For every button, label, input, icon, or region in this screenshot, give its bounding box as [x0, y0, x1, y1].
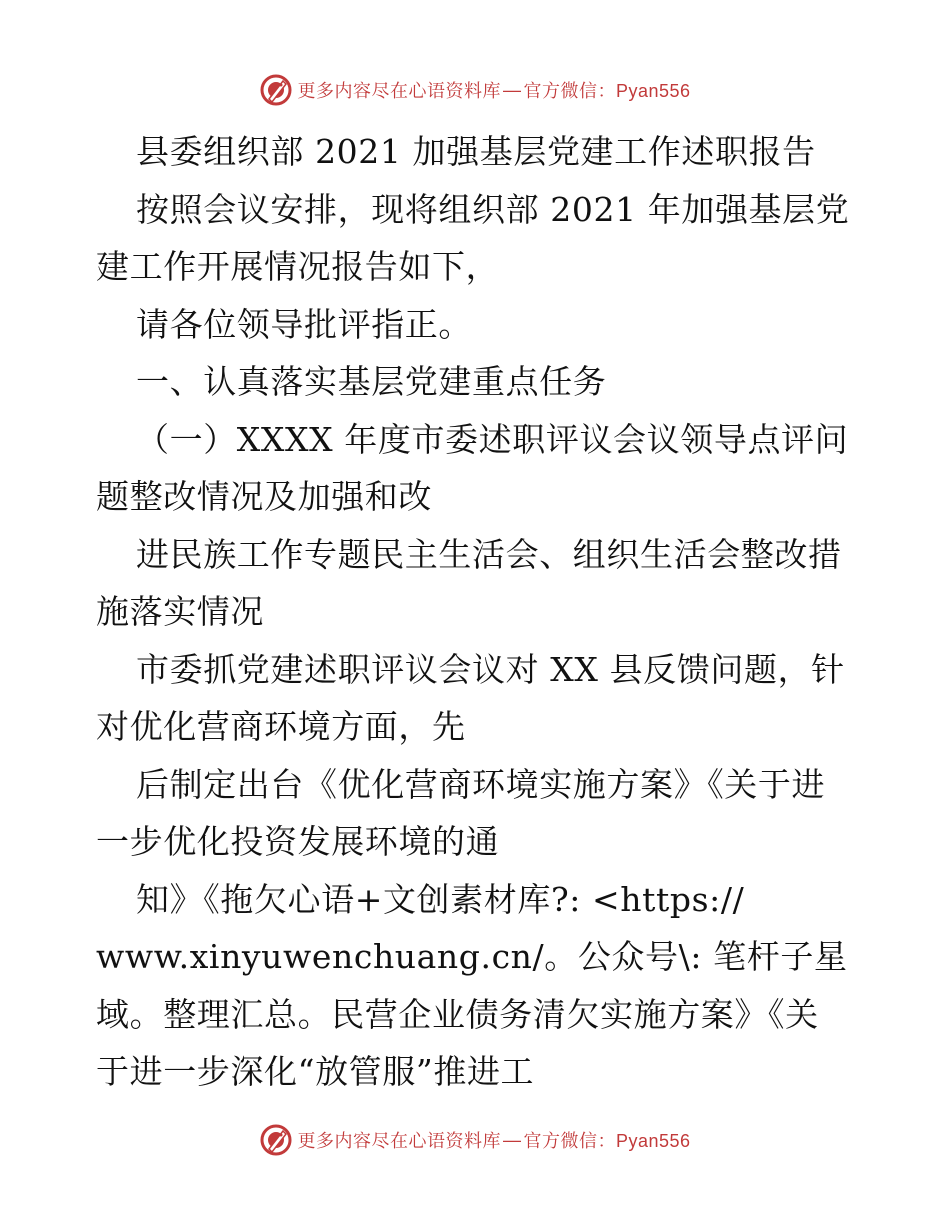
paragraph-line: 建工作开展情况报告如下， [96, 247, 500, 286]
paragraph-line: 进民族工作专题民主生活会、组织生活会整改措 [136, 534, 842, 574]
watermark-separator: — [502, 1129, 522, 1150]
pen-nib-logo-icon [259, 1123, 293, 1157]
document-body [96, 123, 856, 1101]
paragraph-line: 知》《拖欠心语+文创素材库?: <https:// [136, 879, 745, 919]
footer-watermark [0, 1120, 950, 1160]
paragraph-line: 一步优化投资发展环境的通 [96, 822, 500, 861]
paragraph-line: 请各位领导批评指正。 [136, 304, 472, 344]
watermark-separator: — [502, 79, 522, 100]
paragraph-line: 对优化营商环境方面，先 [96, 707, 466, 746]
watermark-text: 更多内容尽在心语资料库 [297, 1131, 501, 1151]
watermark-account: 官方微信：Pyan556 [523, 81, 691, 101]
watermark-text: 更多内容尽在心语资料库 [297, 81, 501, 101]
paragraph-line: 于进一步深化“放管服”推进工 [96, 1052, 535, 1091]
watermark-account: 官方微信：Pyan556 [523, 1131, 691, 1151]
paragraph-line: www.xinyuwenchuang.cn/。公众号\: 笔杆子星 [96, 937, 848, 976]
pen-nib-logo-icon [259, 73, 293, 107]
paragraph-line: 域。整理汇总。民营企业债务清欠实施方案》《关 [96, 994, 819, 1034]
subsection-heading: （一）XXXX 年度市委述职评议会议领导点评问 [136, 419, 849, 459]
paragraph-line: 题整改情况及加强和改 [96, 477, 432, 516]
paragraph-line: 按照会议安排，现将组织部 2021 年加强基层党 [136, 189, 850, 229]
document-title: 县委组织部 2021 加强基层党建工作述职报告 [136, 132, 816, 171]
paragraph-line: 后制定出台《优化营商环境实施方案》《关于进 [136, 764, 826, 804]
section-heading: 一、认真落实基层党建重点任务 [136, 362, 607, 401]
paragraph-line: 市委抓党建述职评议会议对 XX 县反馈问题，针 [136, 649, 845, 689]
header-watermark [0, 70, 950, 110]
paragraph-line: 施落实情况 [96, 592, 264, 631]
